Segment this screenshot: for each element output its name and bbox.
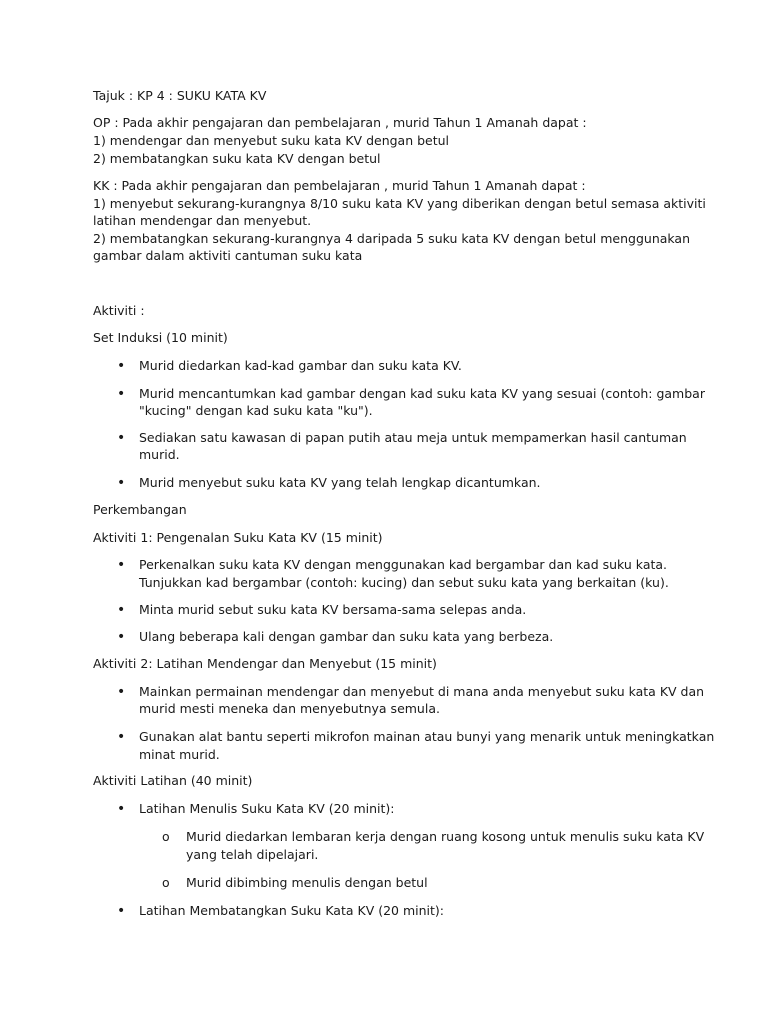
kk-item-1-line-1: 1) menyebut sekurang-kurangnya 8/10 suku kata KV yang diberikan dengan betul semasa aktiviti: [93, 196, 706, 211]
latihan-sub-bullet-1-line-2: yang telah dipelajari.: [186, 847, 319, 862]
latihan-sub-bullet-2: Murid dibimbing menulis dengan betul: [186, 875, 428, 890]
aktiviti-2-heading: Aktiviti 2: Latihan Mendengar dan Menyebut (15 minit): [93, 656, 437, 671]
set-induksi-bullet-4: Murid menyebut suku kata KV yang telah lengkap dicantumkan.: [139, 475, 541, 490]
perkembangan-heading: Perkembangan: [93, 502, 187, 517]
aktiviti-2-bullet-2-line-1: Gunakan alat bantu seperti mikrofon mainan atau bunyi yang menarik untuk meningkatkan: [139, 729, 715, 744]
kk-item-1-line-2: latihan mendengar dan menyebut.: [93, 213, 312, 228]
latihan-sub-bullet-1-line-1: Murid diedarkan lembaran kerja dengan ruang kosong untuk menulis suku kata KV: [186, 829, 705, 844]
kk-item-2-line-1: 2) membatangkan sekurang-kurangnya 4 daripada 5 suku kata KV dengan betul menggunakan: [93, 231, 691, 246]
bullet-marker: •: [117, 602, 126, 618]
set-induksi-bullet-3-line-2: murid.: [139, 447, 180, 462]
bullet-marker: •: [117, 358, 126, 374]
aktiviti-2-bullet-1-line-2: murid mesti meneka dan menyebutnya semula.: [139, 701, 440, 716]
bullet-marker: •: [117, 430, 126, 446]
aktiviti-1-bullet-3: Ulang beberapa kali dengan gambar dan suku kata yang berbeza.: [139, 629, 554, 644]
aktiviti-latihan-heading: Aktiviti Latihan (40 minit): [93, 773, 253, 788]
set-induksi-bullet-3-line-1: Sediakan satu kawasan di papan putih atau meja untuk mempamerkan hasil cantuman: [139, 430, 687, 445]
op-item-2: 2) membatangkan suku kata KV dengan betul: [93, 151, 381, 166]
aktiviti-1-bullet-1-line-1: Perkenalkan suku kata KV dengan menggunakan kad bergambar dan kad suku kata.: [139, 557, 668, 572]
kk-item-2-line-2: gambar dalam aktiviti cantuman suku kata: [93, 248, 363, 263]
aktiviti-1-bullet-1-line-2: Tunjukkan kad bergambar (contoh: kucing) dan sebut suku kata yang berkaitan (ku).: [139, 575, 669, 590]
kk-intro: KK : Pada akhir pengajaran dan pembelajaran , murid Tahun 1 Amanah dapat :: [93, 178, 586, 193]
set-induksi-bullet-2-line-2: "kucing" dengan kad suku kata "ku").: [139, 403, 373, 418]
aktiviti-label: Aktiviti :: [93, 303, 145, 318]
set-induksi-bullet-1: Murid diedarkan kad-kad gambar dan suku kata KV.: [139, 358, 462, 373]
bullet-marker: •: [117, 729, 126, 745]
aktiviti-1-bullet-2: Minta murid sebut suku kata KV bersama-sama selepas anda.: [139, 602, 527, 617]
op-intro: OP : Pada akhir pengajaran dan pembelajaran , murid Tahun 1 Amanah dapat :: [93, 115, 587, 130]
bullet-marker: •: [117, 386, 126, 402]
bullet-marker: •: [117, 557, 126, 573]
op-item-1: 1) mendengar dan menyebut suku kata KV dengan betul: [93, 133, 450, 148]
bullet-marker: •: [117, 801, 126, 817]
sub-bullet-marker: o: [162, 875, 170, 890]
bullet-marker: •: [117, 629, 126, 645]
latihan-bullet-2: Latihan Membatangkan Suku Kata KV (20 minit):: [139, 903, 445, 918]
sub-bullet-marker: o: [162, 829, 170, 844]
bullet-marker: •: [117, 684, 126, 700]
document-title: Tajuk : KP 4 : SUKU KATA KV: [93, 88, 267, 103]
aktiviti-2-bullet-2-line-2: minat murid.: [139, 747, 220, 762]
bullet-marker: •: [117, 903, 126, 919]
aktiviti-2-bullet-1-line-1: Mainkan permainan mendengar dan menyebut di mana anda menyebut suku kata KV dan: [139, 684, 705, 699]
latihan-bullet-1: Latihan Menulis Suku Kata KV (20 minit):: [139, 801, 395, 816]
aktiviti-1-heading: Aktiviti 1: Pengenalan Suku Kata KV (15 minit): [93, 530, 383, 545]
set-induksi-bullet-2-line-1: Murid mencantumkan kad gambar dengan kad suku kata KV yang sesuai (contoh: gambar: [139, 386, 705, 401]
bullet-marker: •: [117, 475, 126, 491]
set-induksi-heading: Set Induksi (10 minit): [93, 330, 228, 345]
